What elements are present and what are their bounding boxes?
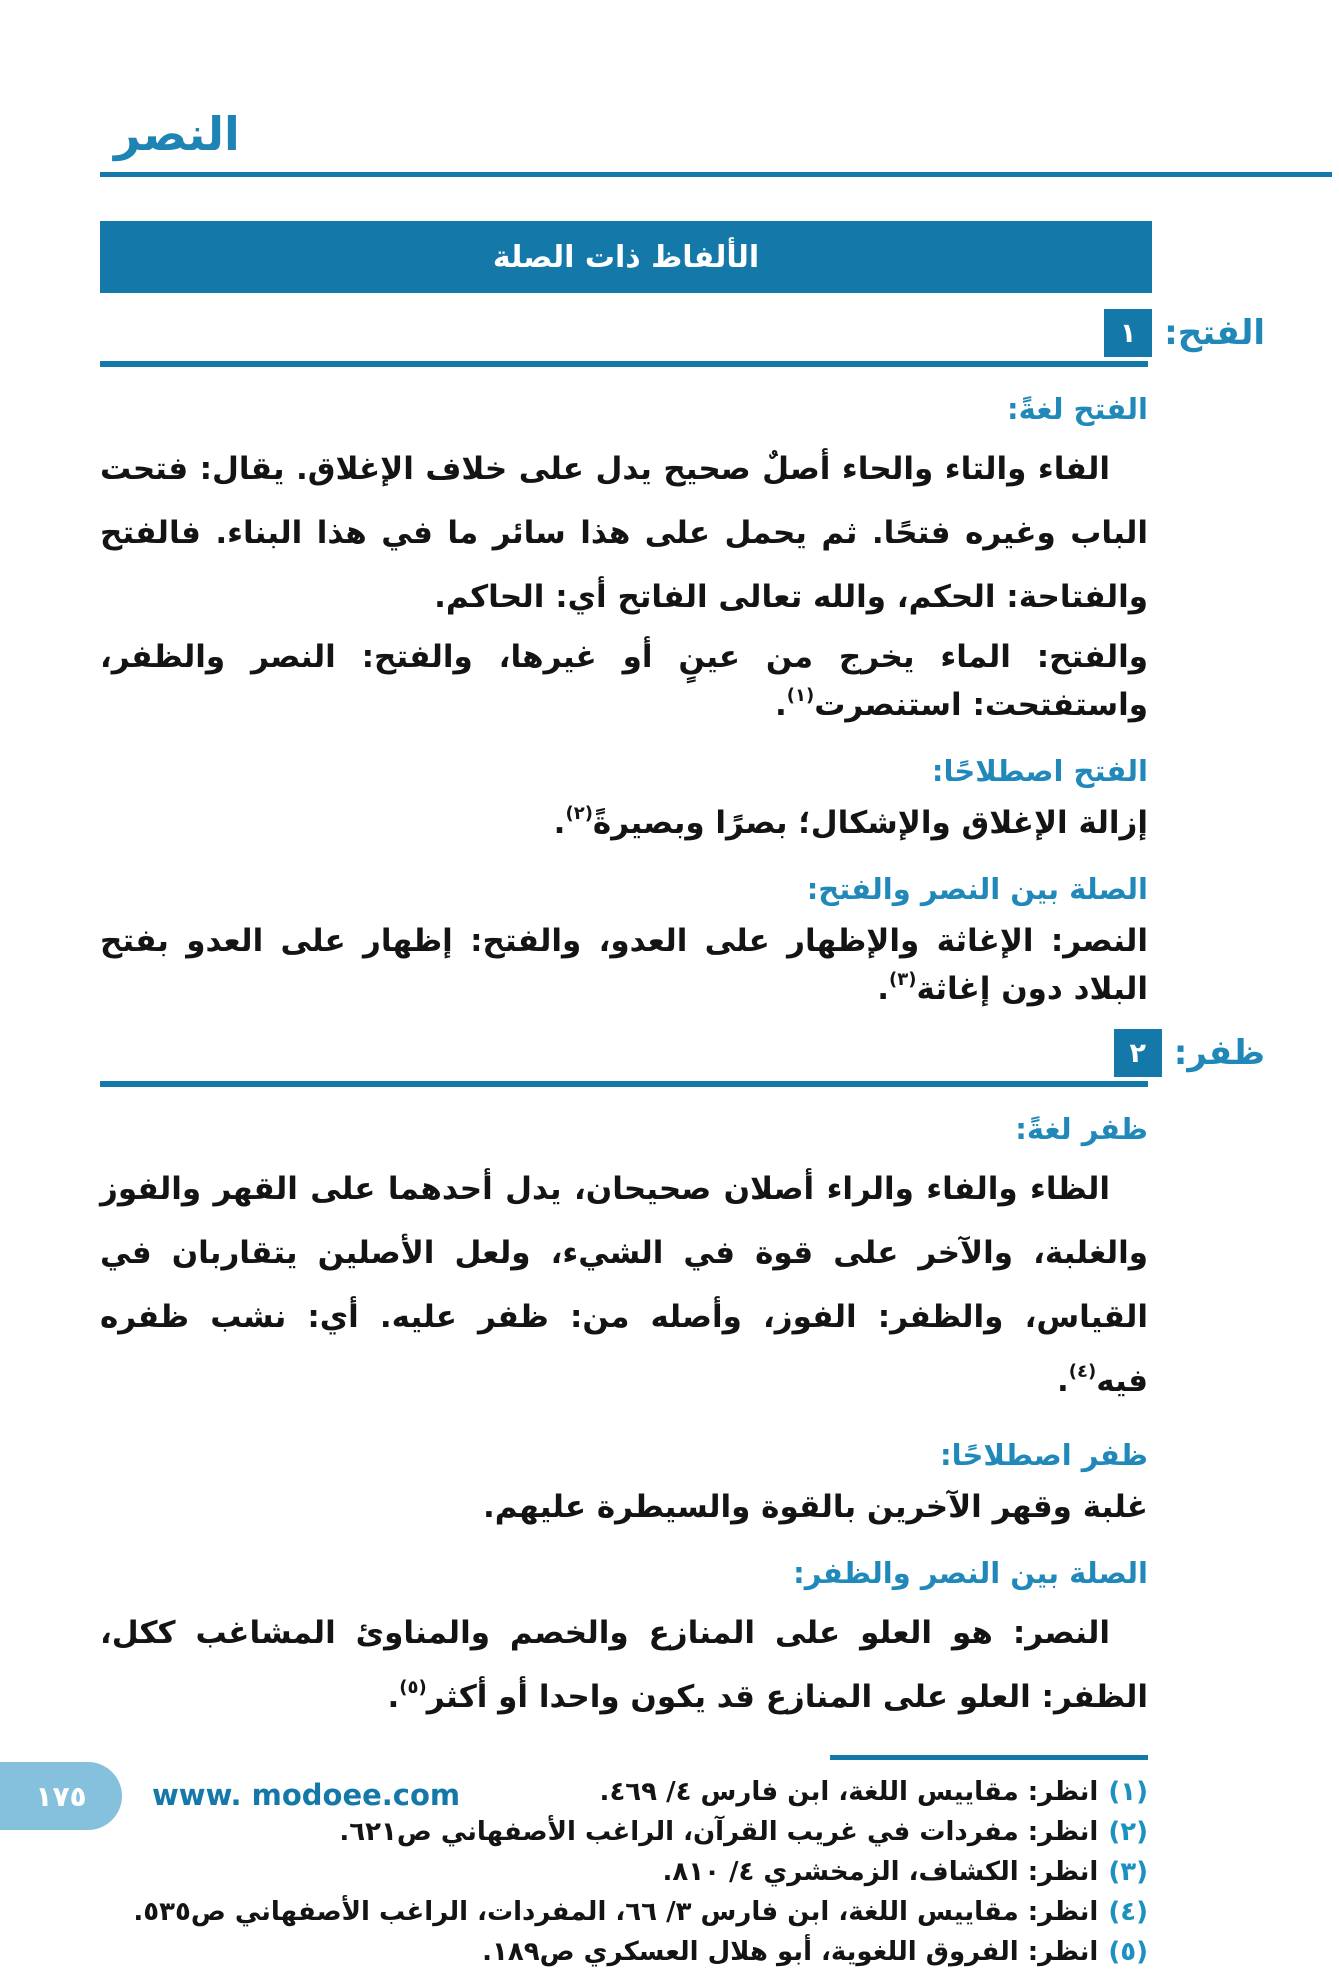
section-2-header — [100, 1029, 1265, 1077]
footnote-text: انظر: مقاييس اللغة، ابن فارس ٣/ ٦٦، المفردات، الراغب الأصفهاني ص٥٣٥. — [133, 1897, 1099, 1927]
paragraph-text: إزالة الإغلاق والإشكال؛ بصرًا وبصيرةً — [592, 805, 1148, 841]
paragraph-text: والفتح: الماء يخرج من عينٍ أو غيرها، والفتح: النصر والظفر، واستفتحت: استنصرت — [100, 639, 1148, 723]
subheading-fath-lugha: الفتح لغةً: — [1007, 392, 1148, 426]
subheading-sila-zafar: الصلة بين النصر والظفر: — [793, 1556, 1148, 1590]
paragraph-text: الظاء والفاء والراء أصلان صحيحان، يدل أحدهما على القهر والفوز والغلبة، والآخر على قوة في الشيء، ولعل الأصلين يتقاربان في القياس، والظفر: الفوز، وأصله من: ظفر عليه. أي: نشب ظفره فيه — [100, 1171, 1148, 1399]
section-1-title: الفتح: — [1164, 313, 1265, 353]
section-1-header — [100, 309, 1265, 357]
footnote-marker-1: (١) — [786, 685, 815, 706]
footnote-number: (٢) — [1108, 1817, 1148, 1847]
paragraph-text: النصر: هو العلو على المنازع والخصم والمناوئ المشاغب ككل، الظفر: العلو على المنازع قد يكون واحدا أو أكثر — [100, 1615, 1148, 1715]
paragraph — [100, 1601, 1148, 1729]
subheading-fath-istilah: الفتح اصطلاحًا: — [931, 754, 1148, 788]
sentence-end: . — [387, 1679, 400, 1715]
page-number: ١٧٥ — [35, 1779, 87, 1813]
footnote-text: انظر: مقاييس اللغة، ابن فارس ٤/ ٤٦٩. — [599, 1777, 1099, 1807]
paragraph — [100, 1157, 1148, 1413]
sentence-end: . — [553, 805, 566, 841]
footnote-number: (٤) — [1108, 1897, 1148, 1927]
section-1-rule — [100, 361, 1148, 367]
footnote-text: انظر: مفردات في غريب القرآن، الراغب الأصفهاني ص٦٢١. — [339, 1817, 1099, 1847]
footnote-text: انظر: الفروق اللغوية، أبو هلال العسكري ص١٨٩. — [482, 1937, 1099, 1967]
footnote-row — [100, 1932, 1148, 1972]
running-header-title: النصر — [114, 107, 240, 161]
paragraph — [100, 633, 1148, 729]
paragraph: غلبة وقهر الآخرين بالقوة والسيطرة عليهم. — [483, 1489, 1148, 1525]
banner-title: الألفاظ ذات الصلة — [492, 239, 760, 275]
sentence-end: . — [1056, 1363, 1069, 1399]
footnote-marker-4: (٤) — [1068, 1361, 1097, 1382]
subheading-zafar-istilah: ظفر اصطلاحًا: — [940, 1438, 1148, 1472]
footnote-row — [100, 1852, 1148, 1892]
footnote-marker-2: (٢) — [565, 803, 593, 824]
footnote-number: (١) — [1108, 1777, 1148, 1807]
page-number-tab — [0, 1762, 122, 1830]
footnote-row — [100, 1812, 1148, 1852]
section-2-title: ظفر: — [1173, 1033, 1265, 1073]
subheading-zafar-lugha: ظفر لغةً: — [1015, 1112, 1148, 1146]
website-url: www. modoee.com — [152, 1778, 461, 1812]
footnote-marker-3: (٣) — [889, 969, 917, 990]
subheading-sila-fath: الصلة بين النصر والفتح: — [806, 872, 1148, 906]
footnote-text: انظر: الكشاف، الزمخشري ٤/ ٨١٠. — [662, 1857, 1099, 1887]
section-2-rule — [100, 1081, 1148, 1087]
paragraph-text: النصر: الإغاثة والإظهار على العدو، والفتح: إظهار على العدو بفتح البلاد دون إغاثة — [100, 923, 1148, 1007]
paragraph — [100, 799, 1148, 847]
section-1-number-box: ١ — [1104, 309, 1152, 357]
footnote-number: (٣) — [1108, 1857, 1148, 1887]
section-2-number-box: ٢ — [1114, 1029, 1162, 1077]
paragraph: الفاء والتاء والحاء أصلٌ صحيح يدل على خلاف الإغلاق. يقال: فتحت الباب وغيره فتحًا. ثم يحمل على هذا سائر ما في هذا البناء. فالفتح والفتاحة: الحكم، والله تعالى الفاتح أي: الحاكم. — [100, 451, 1148, 615]
header-rule — [100, 172, 1332, 177]
footnote-separator-rule — [830, 1755, 1148, 1760]
paragraph — [100, 917, 1148, 1013]
footnote-row — [100, 1892, 1148, 1932]
sentence-end: . — [775, 687, 787, 723]
sentence-end: . — [877, 971, 890, 1007]
footnote-number: (٥) — [1108, 1937, 1148, 1967]
footnote-marker-5: (٥) — [399, 1677, 427, 1698]
related-terms-banner — [100, 221, 1152, 293]
